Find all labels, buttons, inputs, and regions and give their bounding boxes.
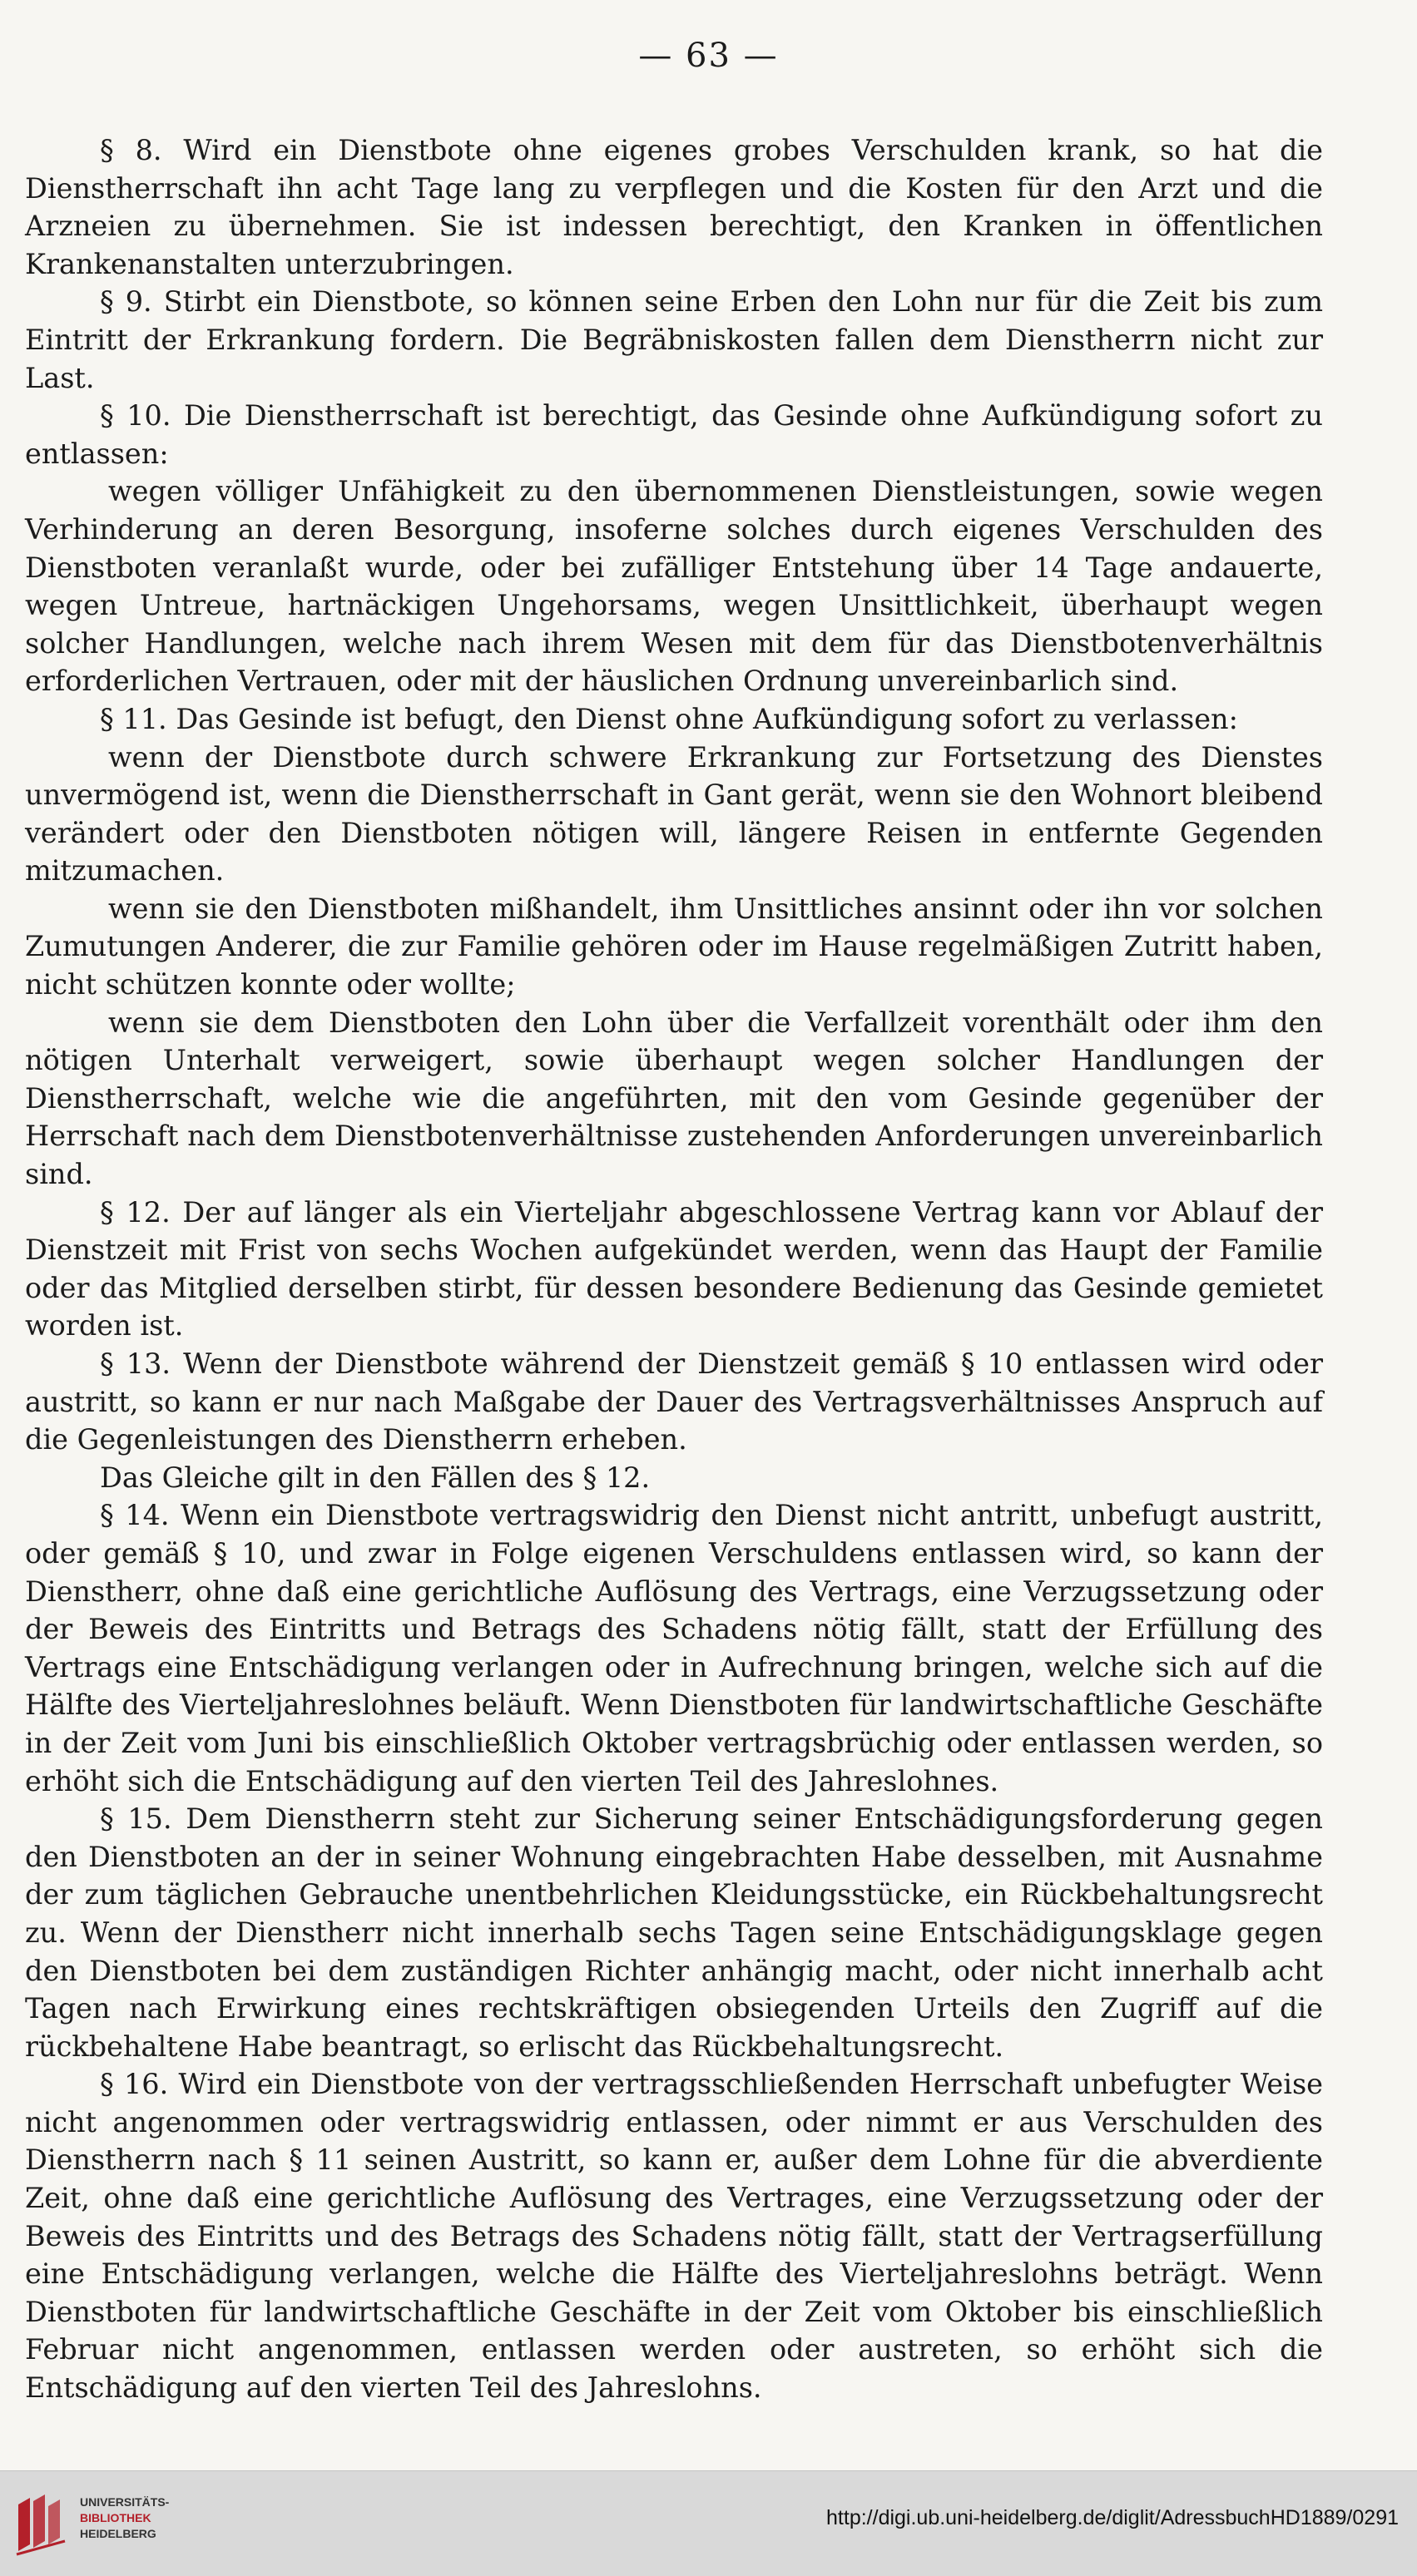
viewer-footer [0,2470,1417,2576]
library-name-line-1: UNIVERSITÄTS- [80,2495,170,2509]
paragraph: wenn der Dienstbote durch schwere Erkrankung zur Fortsetzung des Dienstes unvermögend ist, wenn die Dienstherrschaft in Gant gerät, wenn sie den Wohnort bleibend verändert oder den Dienstboten nötigen will, längere Reisen in entfernte Gegenden mitzumachen. [25,740,1323,888]
library-name-line-2: BIBLIOTHEK [80,2511,151,2524]
paragraph: § 13. Wenn der Dienstbote während der Dienstzeit gemäß § 10 entlassen wird oder austritt, so kann er nur nach Maßgabe der Dauer des Vertragsverhältnisses Anspruch auf die Gegenleistungen des Dienstherrn erheben. [25,1347,1323,1456]
university-library-logo-icon [13,2489,72,2556]
document-body [25,131,1323,2407]
page-number: — 63 — [638,37,779,75]
source-url-link[interactable]: http://digi.ub.uni-heidelberg.de/diglit/AdressbuchHD1889/0291 [826,2506,1399,2529]
paragraph: Das Gleiche gilt in den Fällen des § 12. [100,1461,651,1494]
paragraph: § 8. Wird ein Dienstbote ohne eigenes grobes Verschulden krank, so hat die Dienstherrschaft ihn acht Tage lang zu verpflegen und die Kosten für den Arzt und die Arzneien zu übernehmen. Sie ist indessen berechtigt, den Kranken in öffentlichen Krankenanstalten unterzubringen. [25,134,1323,280]
library-logo[interactable] [13,2488,196,2559]
paragraph: wegen völliger Unfähigkeit zu den übernommenen Dienstleistungen, sowie wegen Verhinderung an deren Besorgung, insoferne solches durch eigenes Verschulden des Dienstboten veranlaßt wurde, oder bei zufälliger Entstehung über 14 Tage andauerte, wegen Untreue, hartnäckigen Ungehorsams, wegen Unsittlichkeit, überhaupt wegen solcher Handlungen, welche nach ihrem Wesen mit dem für das Dienstbotenverhältnis erforderlichen Vertrauen, oder mit der häuslichen Ordnung unvereinbarlich sind. [25,475,1323,698]
paragraph: wenn sie den Dienstboten mißhandelt, ihm Unsittliches ansinnt oder ihn vor solchen Zumutungen Anderer, die zur Familie gehören oder im Hause regelmäßigen Zutritt haben, nicht schützen konnte oder wollte; [25,892,1323,1001]
paragraph: § 14. Wenn ein Dienstbote vertragswidrig den Dienst nicht antritt, unbefugt austritt, oder gemäß § 10, und zwar in Folge eigenen Verschuldens entlassen wird, so kann der Dienstherr, ohne daß eine gerichtliche Auflösung des Vertrags, eine Verzugssetzung oder der Beweis des Eintritts und Betrags des Schadens nötig fällt, statt der Erfüllung des Vertrags eine Entschädigung verlangen oder in Aufrechnung bringen, welche sich auf die Hälfte des Vierteljahreslohnes beläuft. Wenn Dienstboten für landwirtschaftliche Geschäfte in der Zeit vom Juni bis einschließlich Oktober vertragsbrüchig oder entlassen werden, so erhöht sich die Entschädigung auf den vierten Teil des Jahreslohnes. [25,1499,1323,1797]
paragraph: § 9. Stirbt ein Dienstbote, so können seine Erben den Lohn nur für die Zeit bis zum Eintritt der Erkrankung fordern. Die Begräbniskosten fallen dem Dienstherrn nicht zur Last. [25,285,1323,394]
library-name [80,2494,169,2542]
paragraph: § 15. Dem Dienstherrn steht zur Sicherung seiner Entschädigungsforderung gegen den Dienstboten an der in seiner Wohnung eingebrachten Habe desselben, mit Ausnahme der zum täglichen Gebrauche unentbehrlichen Kleidungsstücke, ein Rückbehaltungsrecht zu. Wenn der Dienstherr nicht innerhalb sechs Tagen seine Entschädigungsklage gegen den Dienstboten bei dem zuständigen Richter anhängig macht, oder nicht innerhalb acht Tagen nach Erwirkung eines rechtskräftigen obsiegenden Urteils den Zugriff auf die rückbehaltene Habe beantragt, so erlischt das Rückbehaltungsrecht. [25,1802,1323,2063]
paragraph: § 10. Die Dienstherrschaft ist berechtigt, das Gesinde ohne Aufkündigung sofort zu entlassen: [25,399,1323,470]
library-name-line-3: HEIDELBERG [80,2527,156,2540]
paragraph: § 16. Wird ein Dienstbote von der vertragsschließenden Herrschaft unbefugter Weise nicht angenommen oder vertragswidrig entlassen, oder nimmt er aus Verschulden des Dienstherrn nach § 11 seinen Austritt, so kann er, außer dem Lohne für die abverdiente Zeit, ohne daß eine gerichtliche Auflösung des Vertrages, eine Verzugssetzung oder der Beweis des Eintritts und des Betrags des Schadens nötig fällt, statt der Vertragserfüllung eine Entschädigung verlangen, welche die Hälfte des Vierteljahreslohns beträgt. Wenn Dienstboten für landwirtschaftliche Geschäfte in der Zeit vom Oktober bis einschließlich Februar nicht angenommen, entlassen werden oder austreten, so erhöht sich die Entschädigung auf den vierten Teil des Jahreslohns. [25,2068,1323,2405]
paragraph: wenn sie dem Dienstboten den Lohn über die Verfallzeit vorenthält oder ihm den nötigen Unterhalt verweigert, sowie überhaupt wegen solcher Handlungen der Dienstherrschaft, welche wie die angeführten, mit den vom Gesinde gegenüber der Herrschaft nach dem Dienstbotenverhältnisse zustehenden Anforderungen unvereinbarlich sind. [25,1006,1323,1191]
paragraph: § 11. Das Gesinde ist befugt, den Dienst ohne Aufkündigung sofort zu verlassen: [100,702,1238,735]
paragraph: § 12. Der auf länger als ein Vierteljahr abgeschlossene Vertrag kann vor Ablauf der Dienstzeit mit Frist von sechs Wochen aufgekündet werden, wenn das Haupt der Familie oder das Mitglied derselben stirbt, für dessen besondere Bedienung das Gesinde gemietet worden ist. [25,1195,1323,1342]
